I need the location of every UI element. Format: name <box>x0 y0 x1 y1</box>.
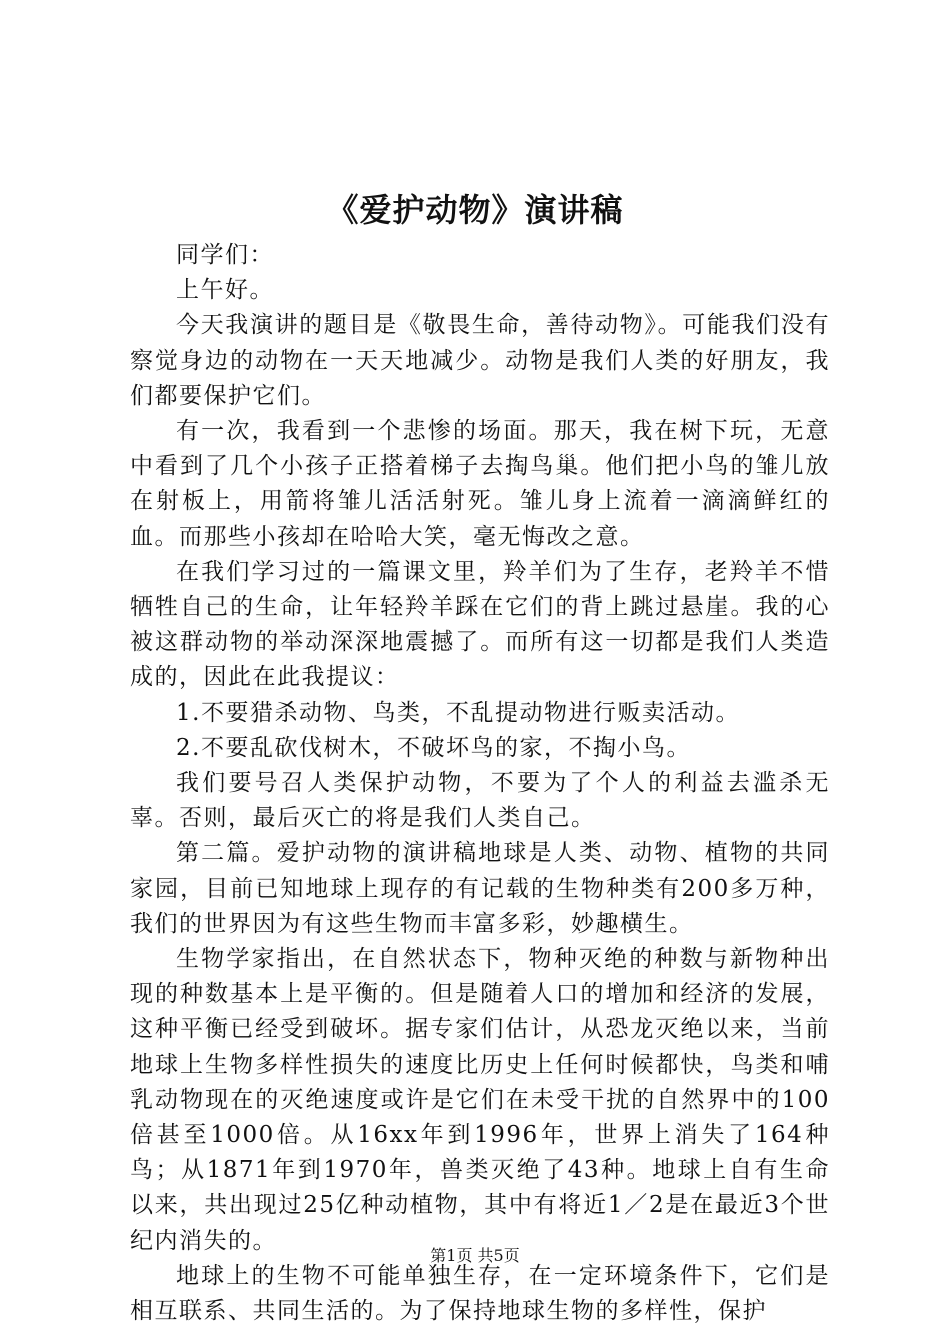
paragraph-hello: 上午好。 <box>176 277 274 304</box>
document-body <box>130 238 830 1329</box>
paragraph-proposal-2: 2.不要乱砍伐树木，不破坏鸟的家，不掏小鸟。 <box>176 734 691 761</box>
paragraph-call: 我们要号召人类保护动物，不要为了个人的利益去滥杀无辜。否则，最后灭亡的将是我们人类自己。 <box>130 770 830 832</box>
paragraph-biologists: 生物学家指出，在自然状态下，物种灭绝的种数与新物种出现的种数基本上是平衡的。但是随着人口的增加和经济的发展，这种平衡已经受到破坏。据专家们估计，从恐龙灭绝以来，当前地球上生物多样性损失的速度比历史上任何时候都快，鸟类和哺乳动物现在的灭绝速度或许是它们在未受干扰的自然界中的100倍甚至1000倍。从16xx年到1996年，世界上消失了164种鸟；从1871年到1970年，兽类灭绝了43种。地球上自有生命以来，共出现过25亿种动植物，其中有将近1／2是在最近3个世纪内消失的。 <box>130 946 830 1254</box>
page-footer: 第1页 共5页 <box>430 1246 520 1265</box>
paragraph-second-part: 第二篇。爱护动物的演讲稿地球是人类、动物、植物的共同家园，目前已知地球上现存的有记载的生物种类有200多万种，我们的世界因为有这些生物而丰富多彩，妙趣横生。 <box>130 840 830 937</box>
paragraph-proposal-1: 1.不要猎杀动物、鸟类，不乱提动物进行贩卖活动。 <box>176 699 740 726</box>
paragraph-intro: 今天我演讲的题目是《敬畏生命，善待动物》。可能我们没有察觉身边的动物在一天天地减少。动物是我们人类的好朋友，我们都要保护它们。 <box>130 312 830 409</box>
paragraph-greeting: 同学们： <box>176 242 274 268</box>
paragraph-story: 有一次，我看到一个悲惨的场面。那天，我在树下玩，无意中看到了几个小孩子正搭着梯子去掏鸟巢。他们把小鸟的雏儿放在射板上，用箭将雏儿活活射死。雏儿身上流着一滴滴鲜红的血。而那些小孩却在哈哈大笑，毫无悔改之意。 <box>130 418 830 550</box>
document-title: 《爱护动物》演讲稿 <box>326 191 624 229</box>
paragraph-antelope: 在我们学习过的一篇课文里，羚羊们为了生存，老羚羊不惜牺牲自己的生命，让年轻羚羊踩在它们的背上跳过悬崖。我的心被这群动物的举动深深地震撼了。而所有这一切都是我们人类造成的，因此在此我提议： <box>130 558 830 691</box>
paragraph-coexist: 地球上的生物不可能单独生存，在一定环境条件下，它们是相互联系、共同生活的。为了保持地球生物的多样性，保护 <box>130 1262 830 1325</box>
